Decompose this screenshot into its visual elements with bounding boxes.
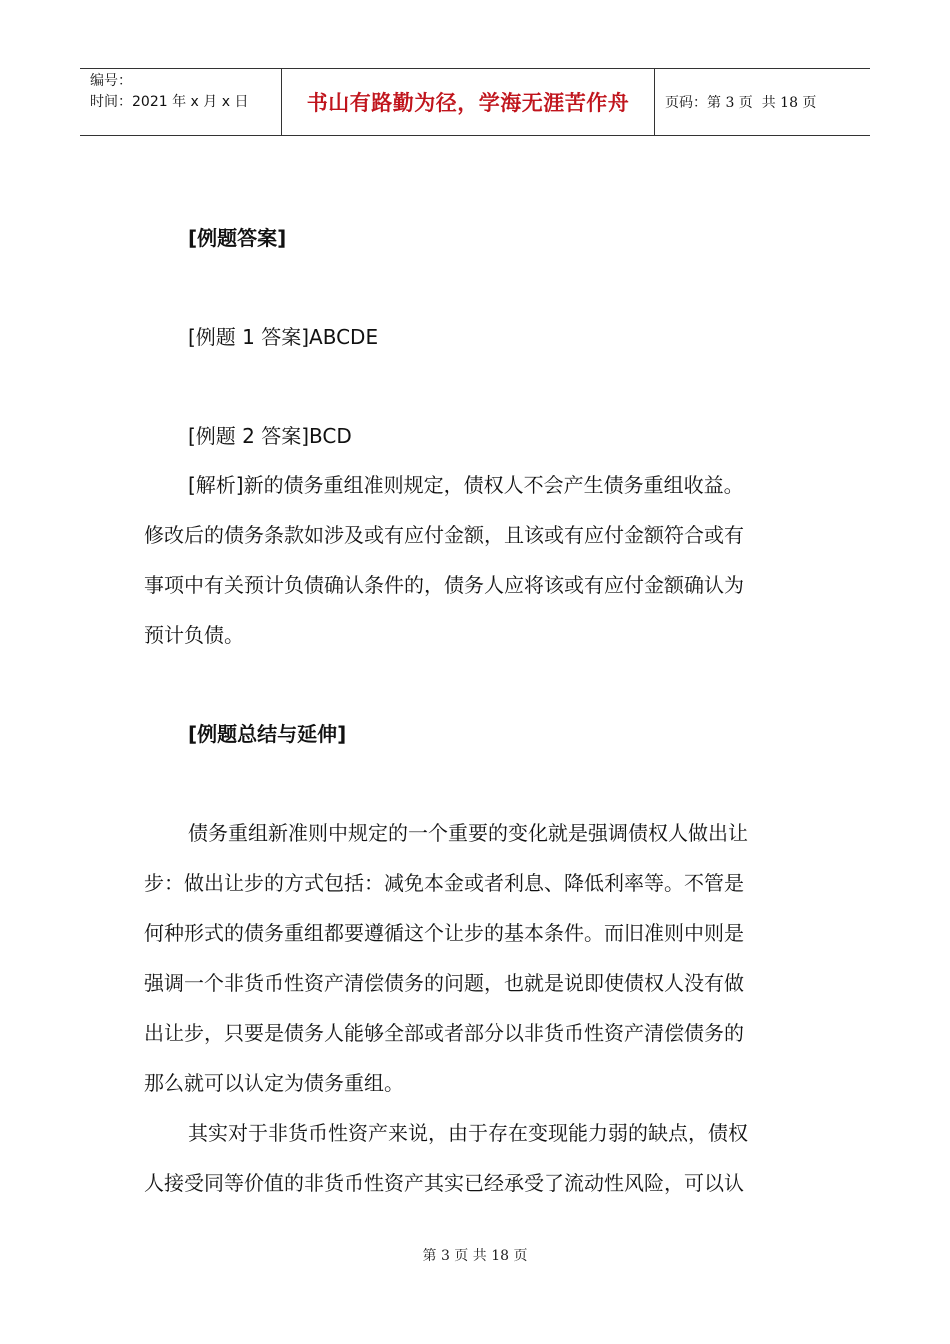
paragraph-line: 出让步，只要是债务人能够全部或者部分以非货币性资产清偿债务的 bbox=[144, 1021, 744, 1045]
paragraph-line: 步：做出让步的方式包括：减免本金或者利息、降低利率等。不管是 bbox=[144, 871, 744, 895]
page-footer: 第 3 页 共 18 页 bbox=[422, 1248, 528, 1264]
answer-2: [例题 2 答案]BCD bbox=[188, 424, 352, 448]
document-date-label: 时间：2021 年 x 月 x 日 bbox=[90, 94, 249, 110]
page-header bbox=[80, 68, 870, 136]
analysis-line: 预计负债。 bbox=[144, 623, 244, 647]
header-motto: 书山有路勤为径，学海无涯苦作舟 bbox=[282, 69, 655, 135]
answer-1: [例题 1 答案]ABCDE bbox=[188, 325, 379, 349]
paragraph-line: 强调一个非货币性资产清偿债务的问题，也就是说即使债权人没有做 bbox=[144, 971, 744, 995]
paragraph-line: 那么就可以认定为债务重组。 bbox=[144, 1071, 404, 1095]
analysis-line: 修改后的债务条款如涉及或有应付金额，且该或有应付金额符合或有 bbox=[144, 523, 744, 547]
document-number-label: 编号： bbox=[90, 73, 132, 89]
header-page-info: 页码：第 3 页 共 18 页 bbox=[665, 95, 817, 111]
analysis-line: [解析]新的债务重组准则规定，债权人不会产生债务重组收益。 bbox=[188, 473, 744, 497]
paragraph-line: 何种形式的债务重组都要遵循这个让步的基本条件。而旧准则中则是 bbox=[144, 921, 744, 945]
paragraph-line: 人接受同等价值的非货币性资产其实已经承受了流动性风险，可以认 bbox=[144, 1171, 744, 1195]
header-meta-cell bbox=[80, 69, 282, 135]
header-page-info-cell bbox=[655, 69, 870, 135]
paragraph-line: 债务重组新准则中规定的一个重要的变化就是强调债权人做出让 bbox=[188, 821, 748, 845]
answers-heading: [例题答案] bbox=[188, 226, 287, 250]
analysis-line: 事项中有关预计负债确认条件的，债务人应将该或有应付金额确认为 bbox=[144, 573, 744, 597]
summary-heading: [例题总结与延伸] bbox=[188, 722, 347, 746]
paragraph-line: 其实对于非货币性资产来说，由于存在变现能力弱的缺点，债权 bbox=[188, 1121, 748, 1145]
